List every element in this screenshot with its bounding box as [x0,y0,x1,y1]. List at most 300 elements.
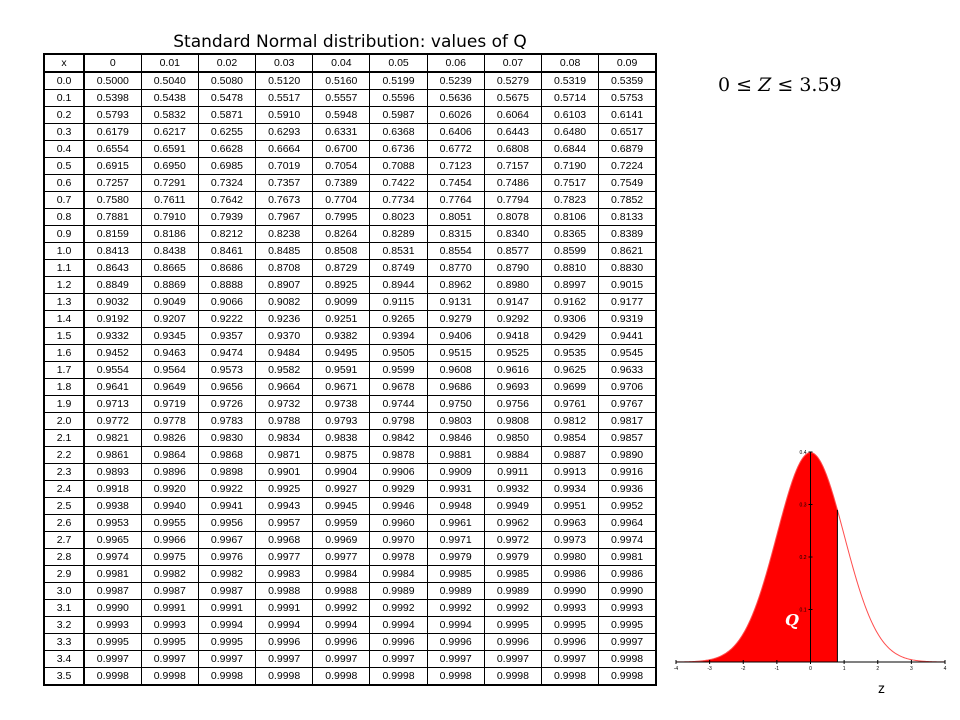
table-cell: 0.9756 [484,396,541,413]
table-cell: 0.9699 [542,379,599,396]
table-cell: 0.7517 [542,175,599,192]
table-cell: 0.6844 [542,141,599,158]
row-x-cell: 0.8 [44,209,84,226]
table-cell: 0.6331 [313,124,370,141]
table-row [44,634,656,651]
table-cell: 0.9961 [427,515,484,532]
table-cell: 0.9989 [370,583,427,600]
column-header-cell: 0.02 [198,54,255,72]
row-x-cell: 3.5 [44,668,84,686]
table-cell: 0.8830 [599,260,656,277]
table-cell: 0.9357 [198,328,255,345]
table-cell: 0.7910 [141,209,198,226]
row-x-cell: 0.5 [44,158,84,175]
table-cell: 0.9997 [141,651,198,668]
table-cell: 0.7190 [542,158,599,175]
table-cell: 0.9975 [141,549,198,566]
table-cell: 0.6772 [427,141,484,158]
table-cell: 0.8461 [198,243,255,260]
table-cell: 0.6026 [427,107,484,124]
table-cell: 0.9964 [599,515,656,532]
table-cell: 0.9131 [427,294,484,311]
table-cell: 0.9992 [427,600,484,617]
table-cell: 0.9987 [141,583,198,600]
table-cell: 0.9916 [599,464,656,481]
formula-leq-symbol: ≤ [777,74,794,96]
table-cell: 0.9842 [370,430,427,447]
table-cell: 0.9996 [484,634,541,651]
table-cell: 0.9998 [256,668,313,686]
table-cell: 0.9951 [542,498,599,515]
table-cell: 0.9995 [542,617,599,634]
z-axis-label: z [878,680,885,696]
table-cell: 0.9995 [84,634,141,651]
table-cell: 0.9990 [542,583,599,600]
row-x-cell: 1.9 [44,396,84,413]
table-cell: 0.9965 [84,532,141,549]
row-x-cell: 2.2 [44,447,84,464]
table-cell: 0.9713 [84,396,141,413]
table-cell: 0.9793 [313,413,370,430]
table-cell: 0.5714 [542,90,599,107]
table-cell: 0.9706 [599,379,656,396]
table-cell: 0.9968 [256,532,313,549]
table-cell: 0.9641 [84,379,141,396]
table-cell: 0.6736 [370,141,427,158]
table-cell: 0.9887 [542,447,599,464]
table-cell: 0.9868 [198,447,255,464]
table-cell: 0.9990 [84,600,141,617]
table-cell: 0.9608 [427,362,484,379]
table-cell: 0.9554 [84,362,141,379]
table-cell: 0.9826 [141,430,198,447]
x-tick-label: 0 [809,666,812,670]
table-cell: 0.7764 [427,192,484,209]
table-cell: 0.9998 [484,668,541,686]
table-row [44,72,656,90]
table-cell: 0.9147 [484,294,541,311]
table-cell: 0.6664 [256,141,313,158]
table-cell: 0.8599 [542,243,599,260]
table-cell: 0.9998 [141,668,198,686]
table-cell: 0.9996 [313,634,370,651]
column-header-cell: 0.08 [542,54,599,72]
table-cell: 0.8962 [427,277,484,294]
table-cell: 0.9967 [198,532,255,549]
table-cell: 0.9066 [198,294,255,311]
table-cell: 0.9505 [370,345,427,362]
table-cell: 0.6985 [198,158,255,175]
x-tick-label: 3 [909,666,913,670]
table-cell: 0.9993 [84,617,141,634]
table-cell: 0.9997 [256,651,313,668]
table-cell: 0.9985 [484,566,541,583]
table-cell: 0.9952 [599,498,656,515]
table-cell: 0.9996 [427,634,484,651]
table-cell: 0.9934 [542,481,599,498]
table-cell: 0.9977 [313,549,370,566]
table-cell: 0.8577 [484,243,541,260]
table-cell: 0.9971 [427,532,484,549]
table-cell: 0.5675 [484,90,541,107]
table-cell: 0.6179 [84,124,141,141]
table-cell: 0.9997 [370,651,427,668]
table-cell: 0.9761 [542,396,599,413]
table-cell: 0.6950 [141,158,198,175]
column-header-cell: 0.04 [313,54,370,72]
table-cell: 0.9778 [141,413,198,430]
table-cell: 0.9927 [313,481,370,498]
corner-header-cell: x [44,54,84,72]
table-cell: 0.9996 [542,634,599,651]
row-x-cell: 2.8 [44,549,84,566]
table-row [44,464,656,481]
table-cell: 0.9938 [84,498,141,515]
table-cell: 0.9998 [313,668,370,686]
table-cell: 0.6591 [141,141,198,158]
table-cell: 0.8315 [427,226,484,243]
table-cell: 0.9306 [542,311,599,328]
table-cell: 0.7291 [141,175,198,192]
table-cell: 0.8340 [484,226,541,243]
table-cell: 0.9991 [256,600,313,617]
table-cell: 0.6879 [599,141,656,158]
table-cell: 0.9177 [599,294,656,311]
table-cell: 0.8686 [198,260,255,277]
row-x-cell: 2.0 [44,413,84,430]
table-cell: 0.9989 [484,583,541,600]
table-row [44,294,656,311]
table-cell: 0.9991 [141,600,198,617]
table-row [44,311,656,328]
table-row [44,668,656,686]
table-cell: 0.7852 [599,192,656,209]
table-cell: 0.9987 [84,583,141,600]
table-row [44,498,656,515]
table-cell: 0.9850 [484,430,541,447]
table-cell: 0.7389 [313,175,370,192]
table-cell: 0.9049 [141,294,198,311]
table-cell: 0.9406 [427,328,484,345]
table-cell: 0.9987 [198,583,255,600]
table-cell: 0.9920 [141,481,198,498]
table-cell: 0.8159 [84,226,141,243]
table-cell: 0.5080 [198,72,255,90]
table-cell: 0.9429 [542,328,599,345]
table-title: Standard Normal distribution: values of Q [173,32,527,52]
table-cell: 0.9898 [198,464,255,481]
column-header-cell: 0.05 [370,54,427,72]
table-cell: 0.9979 [484,549,541,566]
table-cell: 0.9573 [198,362,255,379]
table-cell: 0.9993 [141,617,198,634]
table-cell: 0.5279 [484,72,541,90]
table-cell: 0.7642 [198,192,255,209]
table-row [44,532,656,549]
table-row [44,413,656,430]
table-cell: 0.9767 [599,396,656,413]
table-cell: 0.9545 [599,345,656,362]
table-cell: 0.9744 [370,396,427,413]
table-cell: 0.8980 [484,277,541,294]
table-cell: 0.5557 [313,90,370,107]
table-cell: 0.9998 [599,668,656,686]
table-cell: 0.9292 [484,311,541,328]
table-row [44,566,656,583]
row-x-cell: 1.4 [44,311,84,328]
table-cell: 0.7157 [484,158,541,175]
table-row [44,277,656,294]
row-x-cell: 2.6 [44,515,84,532]
table-cell: 0.9989 [427,583,484,600]
table-cell: 0.9884 [484,447,541,464]
row-x-cell: 1.8 [44,379,84,396]
table-cell: 0.7123 [427,158,484,175]
table-cell: 0.9345 [141,328,198,345]
table-cell: 0.9997 [84,651,141,668]
x-tick-label: 1 [842,666,846,670]
table-cell: 0.7704 [313,192,370,209]
table-cell: 0.7019 [256,158,313,175]
table-cell: 0.6700 [313,141,370,158]
table-cell: 0.7881 [84,209,141,226]
table-cell: 0.9982 [198,566,255,583]
table-row [44,175,656,192]
table-cell: 0.9890 [599,447,656,464]
table-cell: 0.9834 [256,430,313,447]
table-cell: 0.9535 [542,345,599,362]
table-cell: 0.8186 [141,226,198,243]
table-header-row [44,54,656,72]
y-tick-label: 0.1 [799,607,807,614]
table-cell: 0.9783 [198,413,255,430]
table-cell: 0.9904 [313,464,370,481]
table-cell: 0.9192 [84,311,141,328]
x-tick-label: 4 [943,666,947,670]
table-cell: 0.9678 [370,379,427,396]
table-row [44,345,656,362]
row-x-cell: 2.4 [44,481,84,498]
table-cell: 0.9945 [313,498,370,515]
table-cell: 0.9994 [427,617,484,634]
table-cell: 0.5753 [599,90,656,107]
table-cell: 0.7422 [370,175,427,192]
table-cell: 0.9977 [256,549,313,566]
x-tick-label: -4 [673,666,679,670]
table-row [44,260,656,277]
table-cell: 0.9265 [370,311,427,328]
table-cell: 0.9236 [256,311,313,328]
table-cell: 0.8729 [313,260,370,277]
table-cell: 0.8925 [313,277,370,294]
table-cell: 0.8485 [256,243,313,260]
table-cell: 0.9817 [599,413,656,430]
table-cell: 0.9995 [599,617,656,634]
table-cell: 0.9015 [599,277,656,294]
table-cell: 0.9441 [599,328,656,345]
table-cell: 0.8554 [427,243,484,260]
row-x-cell: 3.1 [44,600,84,617]
table-cell: 0.8389 [599,226,656,243]
table-cell: 0.8944 [370,277,427,294]
table-row [44,430,656,447]
table-cell: 0.8413 [84,243,141,260]
table-cell: 0.9925 [256,481,313,498]
table-cell: 0.9993 [542,600,599,617]
table-cell: 0.9906 [370,464,427,481]
row-x-cell: 2.5 [44,498,84,515]
table-cell: 0.5000 [84,72,141,90]
row-x-cell: 1.1 [44,260,84,277]
table-cell: 0.9474 [198,345,255,362]
table-row [44,226,656,243]
table-cell: 0.9222 [198,311,255,328]
normal-curve-chart [668,440,953,670]
table-cell: 0.9983 [256,566,313,583]
table-cell: 0.9726 [198,396,255,413]
table-cell: 0.7967 [256,209,313,226]
table-cell: 0.9808 [484,413,541,430]
table-cell: 0.9953 [84,515,141,532]
table-cell: 0.8790 [484,260,541,277]
table-cell: 0.9969 [313,532,370,549]
table-cell: 0.9970 [370,532,427,549]
table-cell: 0.8621 [599,243,656,260]
table-cell: 0.9960 [370,515,427,532]
table-cell: 0.9984 [370,566,427,583]
table-cell: 0.9962 [484,515,541,532]
table-cell: 0.9838 [313,430,370,447]
row-x-cell: 0.1 [44,90,84,107]
table-cell: 0.9564 [141,362,198,379]
table-cell: 0.5948 [313,107,370,124]
table-cell: 0.9995 [198,634,255,651]
table-cell: 0.9452 [84,345,141,362]
table-cell: 0.9974 [84,549,141,566]
table-cell: 0.5160 [313,72,370,90]
table-cell: 0.9984 [313,566,370,583]
column-header-cell: 0.09 [599,54,656,72]
table-cell: 0.9878 [370,447,427,464]
table-cell: 0.9994 [198,617,255,634]
table-cell: 0.9798 [370,413,427,430]
table-row [44,617,656,634]
table-cell: 0.8508 [313,243,370,260]
table-cell: 0.6628 [198,141,255,158]
table-cell: 0.9082 [256,294,313,311]
table-cell: 0.9997 [484,651,541,668]
table-cell: 0.7088 [370,158,427,175]
table-cell: 0.9788 [256,413,313,430]
table-cell: 0.9993 [599,600,656,617]
table-cell: 0.9932 [484,481,541,498]
table-cell: 0.9515 [427,345,484,362]
table-cell: 0.6293 [256,124,313,141]
table-cell: 0.5120 [256,72,313,90]
table-row [44,651,656,668]
table-row [44,107,656,124]
table-cell: 0.9664 [256,379,313,396]
table-cell: 0.8907 [256,277,313,294]
table-cell: 0.8438 [141,243,198,260]
table-cell: 0.9976 [198,549,255,566]
table-cell: 0.9591 [313,362,370,379]
column-header-cell: 0 [84,54,141,72]
table-cell: 0.9671 [313,379,370,396]
table-cell: 0.5359 [599,72,656,90]
table-cell: 0.9599 [370,362,427,379]
y-tick-label: 0.4 [799,450,807,456]
column-header-cell: 0.06 [427,54,484,72]
y-tick-label: 0.2 [799,555,807,561]
table-cell: 0.9948 [427,498,484,515]
x-tick-label: -1 [774,666,780,670]
table-cell: 0.9997 [198,651,255,668]
table-cell: 0.9929 [370,481,427,498]
table-row [44,362,656,379]
table-cell: 0.9980 [542,549,599,566]
shaded-area-q [676,453,837,662]
table-cell: 0.8888 [198,277,255,294]
table-cell: 0.5987 [370,107,427,124]
table-cell: 0.5832 [141,107,198,124]
table-cell: 0.8810 [542,260,599,277]
table-cell: 0.5517 [256,90,313,107]
table-cell: 0.9750 [427,396,484,413]
table-cell: 0.9686 [427,379,484,396]
table-cell: 0.6517 [599,124,656,141]
table-cell: 0.6255 [198,124,255,141]
row-x-cell: 0.3 [44,124,84,141]
table-cell: 0.9963 [542,515,599,532]
table-cell: 0.9992 [313,600,370,617]
table-cell: 0.9986 [599,566,656,583]
table-row [44,549,656,566]
table-cell: 0.8051 [427,209,484,226]
table-cell: 0.9911 [484,464,541,481]
table-cell: 0.8289 [370,226,427,243]
table-cell: 0.9959 [313,515,370,532]
table-cell: 0.9582 [256,362,313,379]
table-row [44,515,656,532]
table-cell: 0.9032 [84,294,141,311]
table-cell: 0.5040 [141,72,198,90]
table-cell: 0.9997 [313,651,370,668]
table-cell: 0.7324 [198,175,255,192]
table-cell: 0.9940 [141,498,198,515]
y-tick-label: 0.3 [799,502,807,509]
row-x-cell: 1.2 [44,277,84,294]
row-x-cell: 3.0 [44,583,84,600]
table-cell: 0.5871 [198,107,255,124]
table-cell: 0.5478 [198,90,255,107]
table-cell: 0.9332 [84,328,141,345]
table-cell: 0.8023 [370,209,427,226]
table-cell: 0.9656 [198,379,255,396]
table-cell: 0.9998 [427,668,484,686]
row-x-cell: 1.6 [44,345,84,362]
table-cell: 0.7995 [313,209,370,226]
table-cell: 0.9484 [256,345,313,362]
table-cell: 0.9901 [256,464,313,481]
table-row [44,124,656,141]
table-cell: 0.5636 [427,90,484,107]
table-cell: 0.9998 [84,668,141,686]
column-header-cell: 0.07 [484,54,541,72]
table-cell: 0.9909 [427,464,484,481]
table-cell: 0.9943 [256,498,313,515]
table-cell: 0.9319 [599,311,656,328]
